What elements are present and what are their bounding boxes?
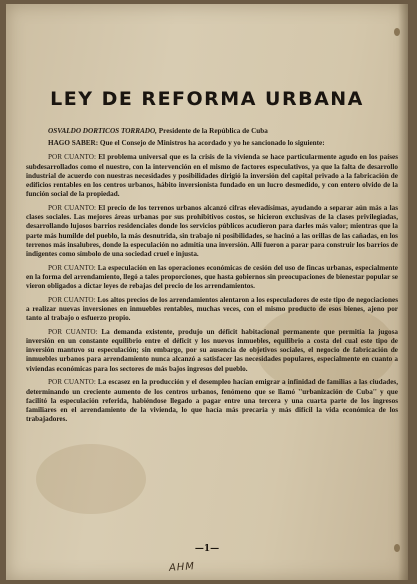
hago-saber-text: Que el Consejo de Ministros ha acordado y yo he sancionado lo siguiente: — [98, 139, 325, 148]
por-cuanto-paragraph — [26, 204, 398, 259]
por-cuanto-label: POR CUANTO: — [48, 295, 96, 304]
por-cuanto-label: POR CUANTO: — [48, 378, 96, 387]
paragraph-text: El problema universal que es la crisis de la vivienda se hace particularmente agudo en los países subdesarrollados como el nuestro, con la intervención en el mismo de factores especulativos, ya que la falta de desarrollo industrial de acuerdo con nuestras necesidades y posibilidades dirigió la inversión del capital privado a la fabricación de edificios rentables en los centros urbanos, hábito inversionista fundado en un lucro desmedido, y con entero olvido de la función social de la propiedad. — [26, 153, 398, 199]
por-cuanto-paragraph — [26, 296, 398, 324]
por-cuanto-label: POR CUANTO: — [48, 327, 98, 336]
hago-saber-line — [26, 139, 398, 148]
paragraph-text: Los altos precios de los arrendamientos alentaron a los especuladores de este tipo de negociaciones a realizar nuevas inversiones en inmuebles rentables, muchas veces, con el mismo producto de esos bienes, ajeno por tanto al trabajo o esfuerzo propio. — [26, 295, 398, 323]
paper-stain — [36, 444, 146, 514]
document-body — [26, 127, 398, 429]
binder-hole — [394, 28, 400, 36]
paragraph-text: La escasez en la producción y el desempleo hacían emigrar a infinidad de familias a las ciudades, determinando un creciente aumento de los centros urbanos, fenómeno que se llamó ''urbanización de Cuba'' y que facilitó la especulación referida, habiéndose llegado a pagar entre una tercera y una cuarta parte de los ingresos familiares en el arrendamiento de la vivienda, lo que hacía más precaria y más difícil la vida económica de los trabajadores. — [26, 378, 398, 424]
document-title: LEY DE REFORMA URBANA — [50, 88, 364, 110]
por-cuanto-paragraph — [26, 328, 398, 374]
page-number: —1— — [194, 544, 220, 554]
por-cuanto-label: POR CUANTO: — [48, 153, 96, 162]
president-name: OSVALDO DORTICOS TORRADO, — [48, 127, 157, 135]
por-cuanto-label: POR CUANTO: — [48, 263, 96, 272]
por-cuanto-paragraph — [26, 378, 398, 424]
document-page — [6, 4, 408, 580]
por-cuanto-paragraph — [26, 264, 398, 292]
hago-saber-label: HAGO SABER: — [48, 139, 99, 148]
por-cuanto-paragraph — [26, 153, 398, 199]
handwritten-mark: AHM — [168, 561, 196, 574]
paragraph-text: La demanda existente, produjo un déficit habitacional permanente que permitía la jugosa inversión en un constante equilibrio entre el déficit y los nuevos inmuebles, equilibrio a costa del cual este tipo de inversión mantuvo su especulación; sin embargo, por su ausencia de objetivos sociales, el negocio de fabricación de inmuebles urbanos para arrendamiento nunca alcanzó a satisfacer las necesidades populares, especialmente en cuanto a viviendas económicas para los sectores de más bajos ingresos del pueblo. — [26, 327, 398, 373]
por-cuanto-label: POR CUANTO: — [48, 203, 97, 212]
president-title: Presidente de la República de Cuba — [156, 127, 268, 135]
intro-line — [26, 127, 398, 136]
paragraph-text: El precio de los terrenos urbanos alcanzó cifras elevadísimas, ayudando a separar aún más a las clases sociales. Las mejores áreas urbanas por sus prohibitivos costos, se hicieron exclusivas de la clases privilegiadas, desarrollando lujosos barrios residenciales donde los servicios públicos acudieron para darles más valor; mientras que la parte más humilde del pueblo, la más desnutrida, sin trabajo ni posibilidades, se hacinó a las orillas de las cañadas, en los terrenos más insalubres, donde la especulación no admitía una inversión. Allí fueron a parar para construir los barrios de indigentes como símbolo de una sociedad cruel e injusta. — [26, 203, 399, 258]
paragraph-text: La especulación en las operaciones económicas de cesión del uso de fincas urbanas, especialmente en la forma del arrendamiento, llegó a tales proporciones, que hasta gobiernos sin preocupaciones de bienestar popular se vieron obligados a dictar leyes de rebajas del precio de los arrendamientos. — [26, 263, 399, 291]
